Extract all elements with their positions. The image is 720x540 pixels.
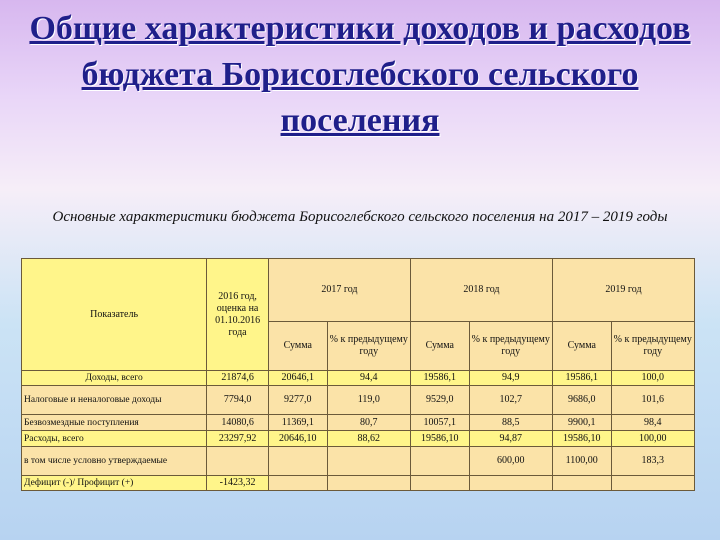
cell-sum-2019: 19586,10 [552, 431, 611, 447]
cell-pct-2017: 119,0 [327, 386, 410, 415]
cell-sum-2017: 11369,1 [268, 415, 327, 431]
header-sum-2019: Сумма [552, 322, 611, 371]
cell-sum-2019: 1100,00 [552, 447, 611, 476]
cell-sum-2018: 9529,0 [410, 386, 469, 415]
row-label: в том числе условно утверждаемые [22, 447, 207, 476]
cell-sum-2018: 19586,10 [410, 431, 469, 447]
table-row [22, 431, 695, 447]
cell-2016: 23297,92 [207, 431, 269, 447]
cell-sum-2017: 20646,10 [268, 431, 327, 447]
cell-2016: 21874,6 [207, 371, 269, 386]
cell-pct-2018: 94,87 [469, 431, 552, 447]
cell-pct-2018: 94,9 [469, 371, 552, 386]
cell-pct-2017: 80,7 [327, 415, 410, 431]
table-row [22, 476, 695, 491]
cell-sum-2018 [410, 447, 469, 476]
cell-sum-2017 [268, 447, 327, 476]
header-pct-2018: % к предыдущему году [469, 322, 552, 371]
cell-pct-2018 [469, 476, 552, 491]
cell-pct-2019: 100,00 [611, 431, 694, 447]
cell-sum-2018: 10057,1 [410, 415, 469, 431]
table-row [22, 386, 695, 415]
table-row [22, 447, 695, 476]
cell-pct-2019: 183,3 [611, 447, 694, 476]
header-indicator: Показатель [22, 259, 207, 371]
row-label: Налоговые и неналоговые доходы [22, 386, 207, 415]
header-pct-2019: % к предыдущему году [611, 322, 694, 371]
cell-sum-2018 [410, 476, 469, 491]
cell-pct-2019: 101,6 [611, 386, 694, 415]
cell-sum-2017 [268, 476, 327, 491]
cell-pct-2017 [327, 447, 410, 476]
cell-2016: 14080,6 [207, 415, 269, 431]
cell-pct-2017 [327, 476, 410, 491]
header-year-2018: 2018 год [410, 259, 552, 322]
row-label: Доходы, всего [22, 371, 207, 386]
cell-pct-2019 [611, 476, 694, 491]
cell-2016: -1423,32 [207, 476, 269, 491]
cell-pct-2018: 102,7 [469, 386, 552, 415]
cell-sum-2017: 20646,1 [268, 371, 327, 386]
cell-2016 [207, 447, 269, 476]
cell-sum-2017: 9277,0 [268, 386, 327, 415]
table-row [22, 415, 695, 431]
cell-sum-2019: 9686,0 [552, 386, 611, 415]
table-caption: Основные характеристики бюджета Борисоглебского сельского поселения на 2017 – 2019 годы [52, 209, 668, 225]
page-title: Общие характеристики доходов и расходов бюджета Борисоглебского сельского поселения [29, 10, 691, 139]
cell-sum-2019: 9900,1 [552, 415, 611, 431]
table-header-row [22, 259, 695, 322]
row-label: Расходы, всего [22, 431, 207, 447]
row-label: Безвозмездные поступления [22, 415, 207, 431]
cell-pct-2017: 88,62 [327, 431, 410, 447]
cell-pct-2018: 600,00 [469, 447, 552, 476]
budget-table [21, 258, 695, 491]
cell-sum-2019: 19586,1 [552, 371, 611, 386]
table-row [22, 371, 695, 386]
row-label: Дефицит (-)/ Профицит (+) [22, 476, 207, 491]
header-sum-2018: Сумма [410, 322, 469, 371]
cell-2016: 7794,0 [207, 386, 269, 415]
cell-pct-2019: 98,4 [611, 415, 694, 431]
cell-pct-2017: 94,4 [327, 371, 410, 386]
cell-pct-2018: 88,5 [469, 415, 552, 431]
header-estimate-2016: 2016 год, оценка на 01.10.2016 года [207, 259, 269, 371]
cell-sum-2019 [552, 476, 611, 491]
header-pct-2017: % к предыдущему году [327, 322, 410, 371]
cell-pct-2019: 100,0 [611, 371, 694, 386]
header-sum-2017: Сумма [268, 322, 327, 371]
header-year-2017: 2017 год [268, 259, 410, 322]
cell-sum-2018: 19586,1 [410, 371, 469, 386]
header-year-2019: 2019 год [552, 259, 694, 322]
